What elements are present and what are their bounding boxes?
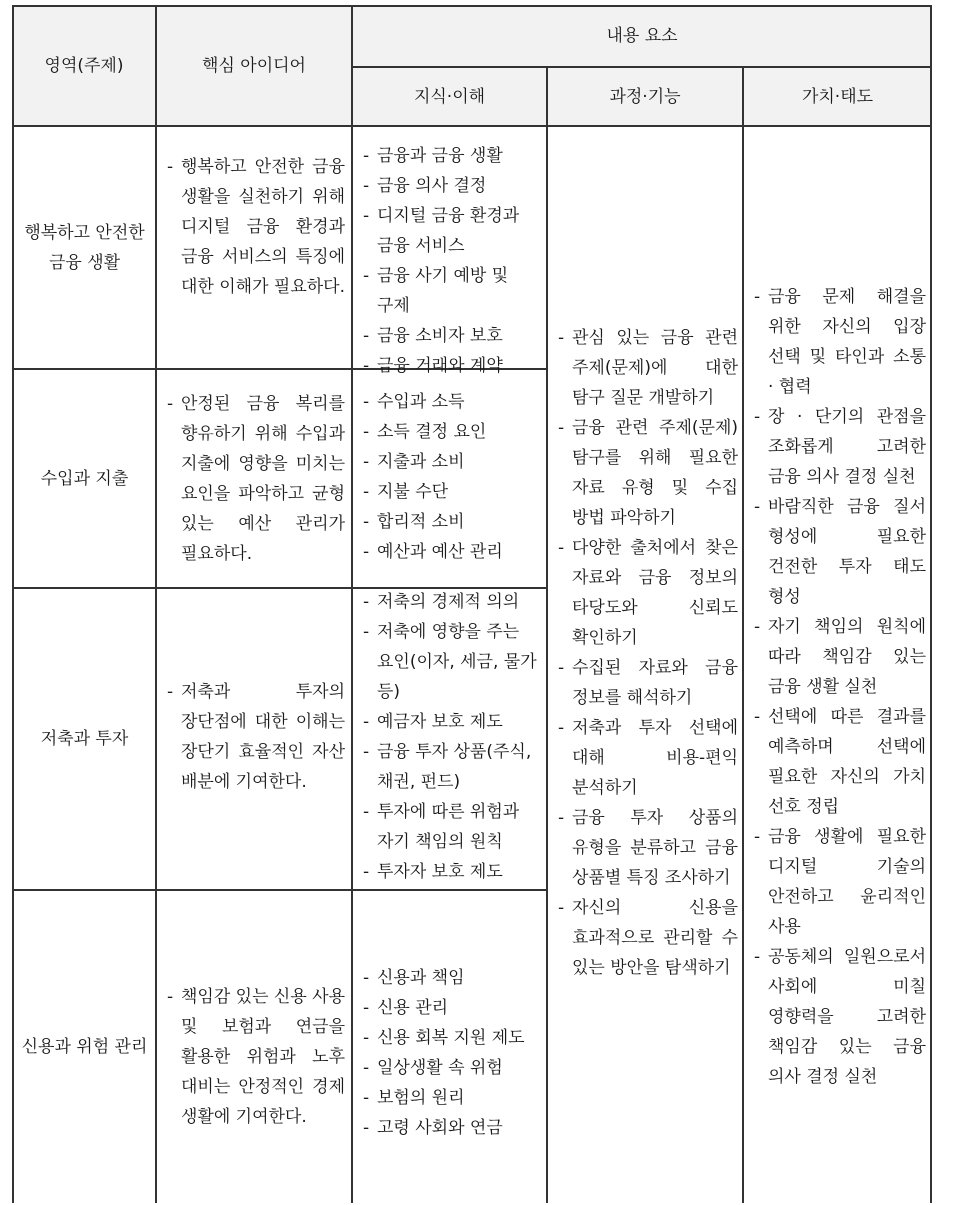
list-item: - 투자자 보호 제도	[363, 857, 543, 887]
row-1-knowledge-list	[363, 141, 543, 381]
list-item: - 장 · 단기의 관점을 조화롭게 고려한 금융 의사 결정 실천	[754, 402, 926, 492]
col-line-2	[351, 5, 353, 1203]
row-3-idea-text: - 저축과 투자의 장단점에 대한 이해는 장단기 효율적인 자산 배분에 기여한다.	[167, 677, 345, 797]
header-value: 가치·태도	[801, 86, 874, 107]
list-item: - 금융 의사 결정	[363, 171, 543, 201]
list-item: - 금융 소비자 보호	[363, 321, 543, 351]
header-knowledge: 지식·이해	[413, 86, 486, 107]
row-3-idea	[167, 677, 345, 797]
header-area: 영역(주제)	[44, 55, 124, 76]
list-item: - 공동체의 일원으로서 사회에 미칠 영향력을 고려한 책임감 있는 금융 의사 결정 실천	[754, 942, 926, 1092]
list-item: - 금융 거래와 계약	[363, 351, 543, 381]
list-item: - 소득 결정 요인	[363, 417, 543, 447]
row-4-area: 신용과 위험 관리	[21, 1037, 148, 1057]
table-border-top	[12, 5, 932, 7]
list-item: - 선택에 따른 결과를 예측하며 선택에 필요한 자신의 가치 선호 정립	[754, 702, 926, 822]
list-item: - 지출과 소비	[363, 447, 543, 477]
col-line-4	[742, 66, 744, 1203]
list-item: - 고령 사회와 연금	[363, 1113, 543, 1143]
header-core-idea: 핵심 아이디어	[202, 55, 306, 76]
list-item: - 금융 생활에 필요한 디지털 기술의 안전하고 윤리적인 사용	[754, 822, 926, 942]
row-3-area: 저축과 투자	[40, 729, 129, 749]
row-1-idea-text: - 행복하고 안전한 금융 생활을 실천하기 위해 디지털 금융 환경과 금융 서비스의 특징에 대한 이해가 필요하다.	[167, 152, 345, 302]
list-item: - 자신의 신용을 효과적으로 관리할 수 있는 방안을 탐색하기	[558, 893, 738, 983]
process-list	[558, 323, 738, 983]
list-item: - 저축의 경제적 의의	[363, 587, 543, 617]
row-4-idea	[167, 982, 345, 1132]
list-item: - 관심 있는 금융 관련 주제(문제)에 대한 탐구 질문 개발하기	[558, 323, 738, 413]
list-item: - 합리적 소비	[363, 507, 543, 537]
row-1-area: 행복하고 안전한 금융 생활	[24, 222, 145, 273]
curriculum-table	[12, 5, 932, 1203]
list-item: - 금융과 금융 생활	[363, 141, 543, 171]
list-item: - 저축과 투자 선택에 대해 비용-편익 분석하기	[558, 713, 738, 803]
list-item: - 신용 회복 지원 제도	[363, 1023, 543, 1053]
list-item: - 다양한 출처에서 찾은 자료와 금융 정보의 타당도와 신뢰도 확인하기	[558, 533, 738, 653]
list-item: - 저축에 영향을 주는 요인(이자, 세금, 물가 등)	[363, 617, 543, 707]
list-item: - 예산과 예산 관리	[363, 537, 543, 567]
list-item: - 금융 문제 해결을 위한 자신의 입장 선택 및 타인과 소통 · 협력	[754, 282, 926, 402]
col-line-3	[546, 66, 548, 1203]
list-item: - 보험의 원리	[363, 1083, 543, 1113]
list-item: - 일상생활 속 위험	[363, 1053, 543, 1083]
list-item: - 신용 관리	[363, 993, 543, 1023]
list-item: - 바람직한 금융 질서 형성에 필요한 건전한 투자 태도 형성	[754, 492, 926, 612]
list-item: - 투자에 따른 위험과 자기 책임의 원칙	[363, 797, 543, 857]
row-2-area: 수입과 지출	[40, 468, 129, 489]
list-item: - 금융 투자 상품(주식, 채권, 펀드)	[363, 737, 543, 797]
row-2-idea-text: - 안정된 금융 복리를 향유하기 위해 수입과 지출에 영향을 미치는 요인을 파악하고 균형 있는 예산 관리가 필요하다.	[167, 389, 345, 569]
row-2-knowledge-list	[363, 387, 543, 567]
row-2-idea	[167, 389, 345, 569]
list-item: - 금융 관련 주제(문제) 탐구를 위해 필요한 자료 유형 및 수집 방법 파악하기	[558, 413, 738, 533]
header-process: 과정·기능	[609, 86, 681, 107]
list-item: - 자기 책임의 원칙에 따라 책임감 있는 금융 생활 실천	[754, 612, 926, 702]
row-4-idea-text: - 책임감 있는 신용 사용 및 보험과 연금을 활용한 위험과 노후 대비는 안정적인 경제 생활에 기여한다.	[167, 982, 345, 1132]
col-line-5	[930, 5, 932, 1203]
list-item: - 금융 투자 상품의 유형을 분류하고 금융 상품별 특징 조사하기	[558, 803, 738, 893]
header-content-elements: 내용 요소	[606, 26, 678, 46]
list-item: - 지불 수단	[363, 477, 543, 507]
row-1-idea	[167, 152, 345, 302]
row-3-knowledge-list	[363, 587, 543, 887]
list-item: - 디지털 금융 환경과 금융 서비스	[363, 201, 543, 261]
col-line-1	[155, 5, 157, 1203]
list-item: - 수집된 자료와 금융 정보를 해석하기	[558, 653, 738, 713]
list-item: - 예금자 보호 제도	[363, 707, 543, 737]
value-list	[754, 282, 926, 1092]
list-item: - 수입과 소득	[363, 387, 543, 417]
list-item: - 금융 사기 예방 및 구제	[363, 261, 543, 321]
list-item: - 신용과 책임	[363, 963, 543, 993]
header-divider	[352, 66, 932, 68]
row-4-knowledge-list	[363, 963, 543, 1143]
